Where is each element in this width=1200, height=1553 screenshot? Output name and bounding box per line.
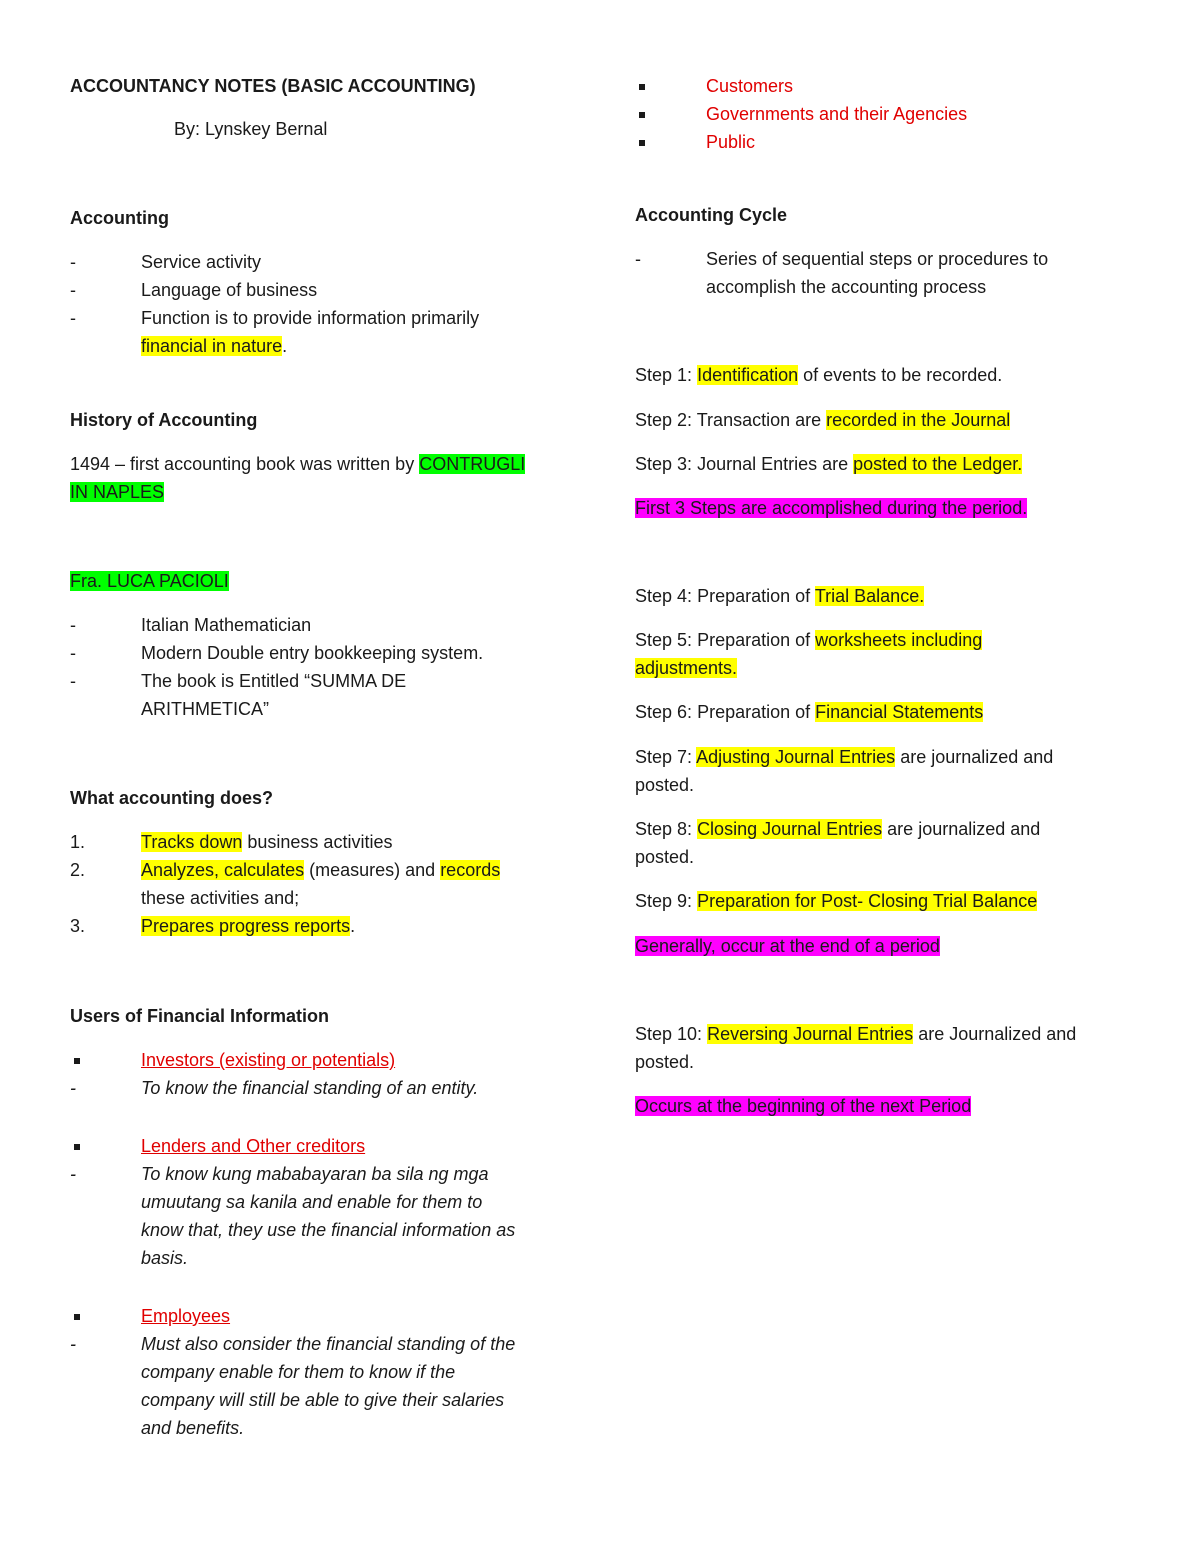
note-end-period xyxy=(635,932,1135,960)
step-9: Step 9: Preparation for Post- Closing Trial Balance xyxy=(635,891,1038,911)
highlight: Identification xyxy=(697,365,799,385)
bullet-icon xyxy=(74,1058,80,1064)
step-3: Step 3: Journal Entries are posted to the Ledger. xyxy=(635,454,1023,474)
page-title: ACCOUNTANCY NOTES (BASIC ACCOUNTING) xyxy=(70,76,476,96)
highlight: adjustments. xyxy=(635,658,738,678)
bullet-icon xyxy=(74,1314,80,1320)
investors-block xyxy=(70,1046,570,1102)
pacioli-name xyxy=(70,567,570,595)
note-next-period xyxy=(635,1092,1135,1120)
highlight: records xyxy=(440,860,501,880)
list-item-cont: know that, they use the financial information as xyxy=(141,1220,516,1240)
list-item: 1. Tracks down business activities xyxy=(70,832,393,852)
list-item: 2. Analyzes, calculates (measures) and records xyxy=(70,860,501,880)
step-7: Step 7: Adjusting Journal Entries are journalized and posted. xyxy=(635,747,1054,795)
step-10: Step 10: Reversing Journal Entries are Journalized and posted. xyxy=(635,1024,1077,1072)
highlight: worksheets including xyxy=(815,630,983,650)
list-item: - The book is Entitled “SUMMA DE xyxy=(70,671,407,691)
highlight: Generally, occur at the end of a period xyxy=(635,936,940,956)
does-list xyxy=(70,828,570,940)
history-heading: History of Accounting xyxy=(70,410,258,430)
list-item: - Series of sequential steps or procedures to xyxy=(635,249,1049,269)
cycle-desc xyxy=(635,245,1135,301)
list-item: Employees xyxy=(70,1302,570,1330)
note-first-steps xyxy=(635,494,1135,522)
bullet-icon xyxy=(74,1144,80,1150)
bullet-icon xyxy=(639,140,645,146)
highlight: First 3 Steps are accomplished during the period. xyxy=(635,498,1028,518)
list-item: Lenders and Other creditors xyxy=(70,1132,570,1160)
highlight: Occurs at the beginning of the next Period xyxy=(635,1096,972,1116)
highlight: Preparation for Post- Closing Trial Balance xyxy=(697,891,1038,911)
list-item: - Must also consider the financial standing of the xyxy=(70,1334,516,1354)
cycle-heading: Accounting Cycle xyxy=(635,205,788,225)
bullet-icon xyxy=(639,112,645,118)
list-item: 3. Prepares progress reports. xyxy=(70,916,356,936)
list-item: Public xyxy=(635,128,1135,156)
author-byline: By: Lynskey Bernal xyxy=(174,119,328,139)
list-item-cont: accomplish the accounting process xyxy=(706,277,987,297)
accounting-list xyxy=(70,248,570,360)
step-2: Step 2: Transaction are recorded in the Journal xyxy=(635,410,1011,430)
list-item-cont: ARITHMETICA” xyxy=(141,699,269,719)
step-5: Step 5: Preparation of worksheets including adjustments. xyxy=(635,630,983,678)
history-line-cont xyxy=(70,478,570,506)
list-item-cont: umuutang sa kanila and enable for them to xyxy=(141,1192,483,1212)
highlight: Adjusting Journal Entries xyxy=(696,747,896,767)
list-item: - Italian Mathematician xyxy=(70,615,312,635)
list-item: - Service activity xyxy=(70,252,262,272)
list-item: - To know the financial standing of an entity. xyxy=(70,1078,479,1098)
step-6: Step 6: Preparation of Financial Statements xyxy=(635,702,984,722)
list-item-cont: basis. xyxy=(141,1248,189,1268)
highlight: Analyzes, calculates xyxy=(141,860,305,880)
list-item-cont: these activities and; xyxy=(141,888,300,908)
pacioli-list xyxy=(70,611,570,723)
highlight: Tracks down xyxy=(141,832,243,852)
highlight: financial in nature xyxy=(141,336,283,356)
more-users-list xyxy=(635,72,1135,156)
list-item: Customers xyxy=(635,72,1135,100)
bullet-icon xyxy=(639,84,645,90)
does-heading: What accounting does? xyxy=(70,788,274,808)
history-line: 1494 – first accounting book was written by CONTRUGLI xyxy=(70,454,526,474)
highlight: Fra. LUCA PACIOLI xyxy=(70,571,229,591)
highlight: Reversing Journal Entries xyxy=(707,1024,914,1044)
list-item: Investors (existing or potentials) xyxy=(70,1046,570,1074)
highlight: Prepares progress reports xyxy=(141,916,351,936)
highlight: Closing Journal Entries xyxy=(697,819,883,839)
list-item: - To know kung mababayaran ba sila ng mga xyxy=(70,1164,489,1184)
list-item-cont: company will still be able to give their salaries xyxy=(141,1390,505,1410)
step-8: Step 8: Closing Journal Entries are journalized and posted. xyxy=(635,819,1041,867)
highlight: recorded in the Journal xyxy=(826,410,1011,430)
highlight: Financial Statements xyxy=(815,702,984,722)
employees-block xyxy=(70,1302,570,1442)
list-item: - Modern Double entry bookkeeping system. xyxy=(70,643,484,663)
users-heading: Users of Financial Information xyxy=(70,1006,330,1026)
step-4: Step 4: Preparation of Trial Balance. xyxy=(635,586,925,606)
highlight: posted to the Ledger. xyxy=(853,454,1023,474)
lenders-block xyxy=(70,1132,570,1272)
highlight: IN NAPLES xyxy=(70,482,165,502)
highlight: Trial Balance. xyxy=(814,586,925,606)
list-item-cont: company enable for them to know if the xyxy=(141,1362,456,1382)
list-item: - Language of business xyxy=(70,280,318,300)
highlight: CONTRUGLI xyxy=(419,454,526,474)
list-item: Governments and their Agencies xyxy=(635,100,1135,128)
accounting-heading: Accounting xyxy=(70,208,169,228)
list-item-cont: and benefits. xyxy=(141,1418,245,1438)
list-item: - Function is to provide information primarily xyxy=(70,308,480,328)
list-item-cont: financial in nature. xyxy=(141,336,288,356)
step-1: Step 1: Identification of events to be recorded. xyxy=(635,365,1003,385)
